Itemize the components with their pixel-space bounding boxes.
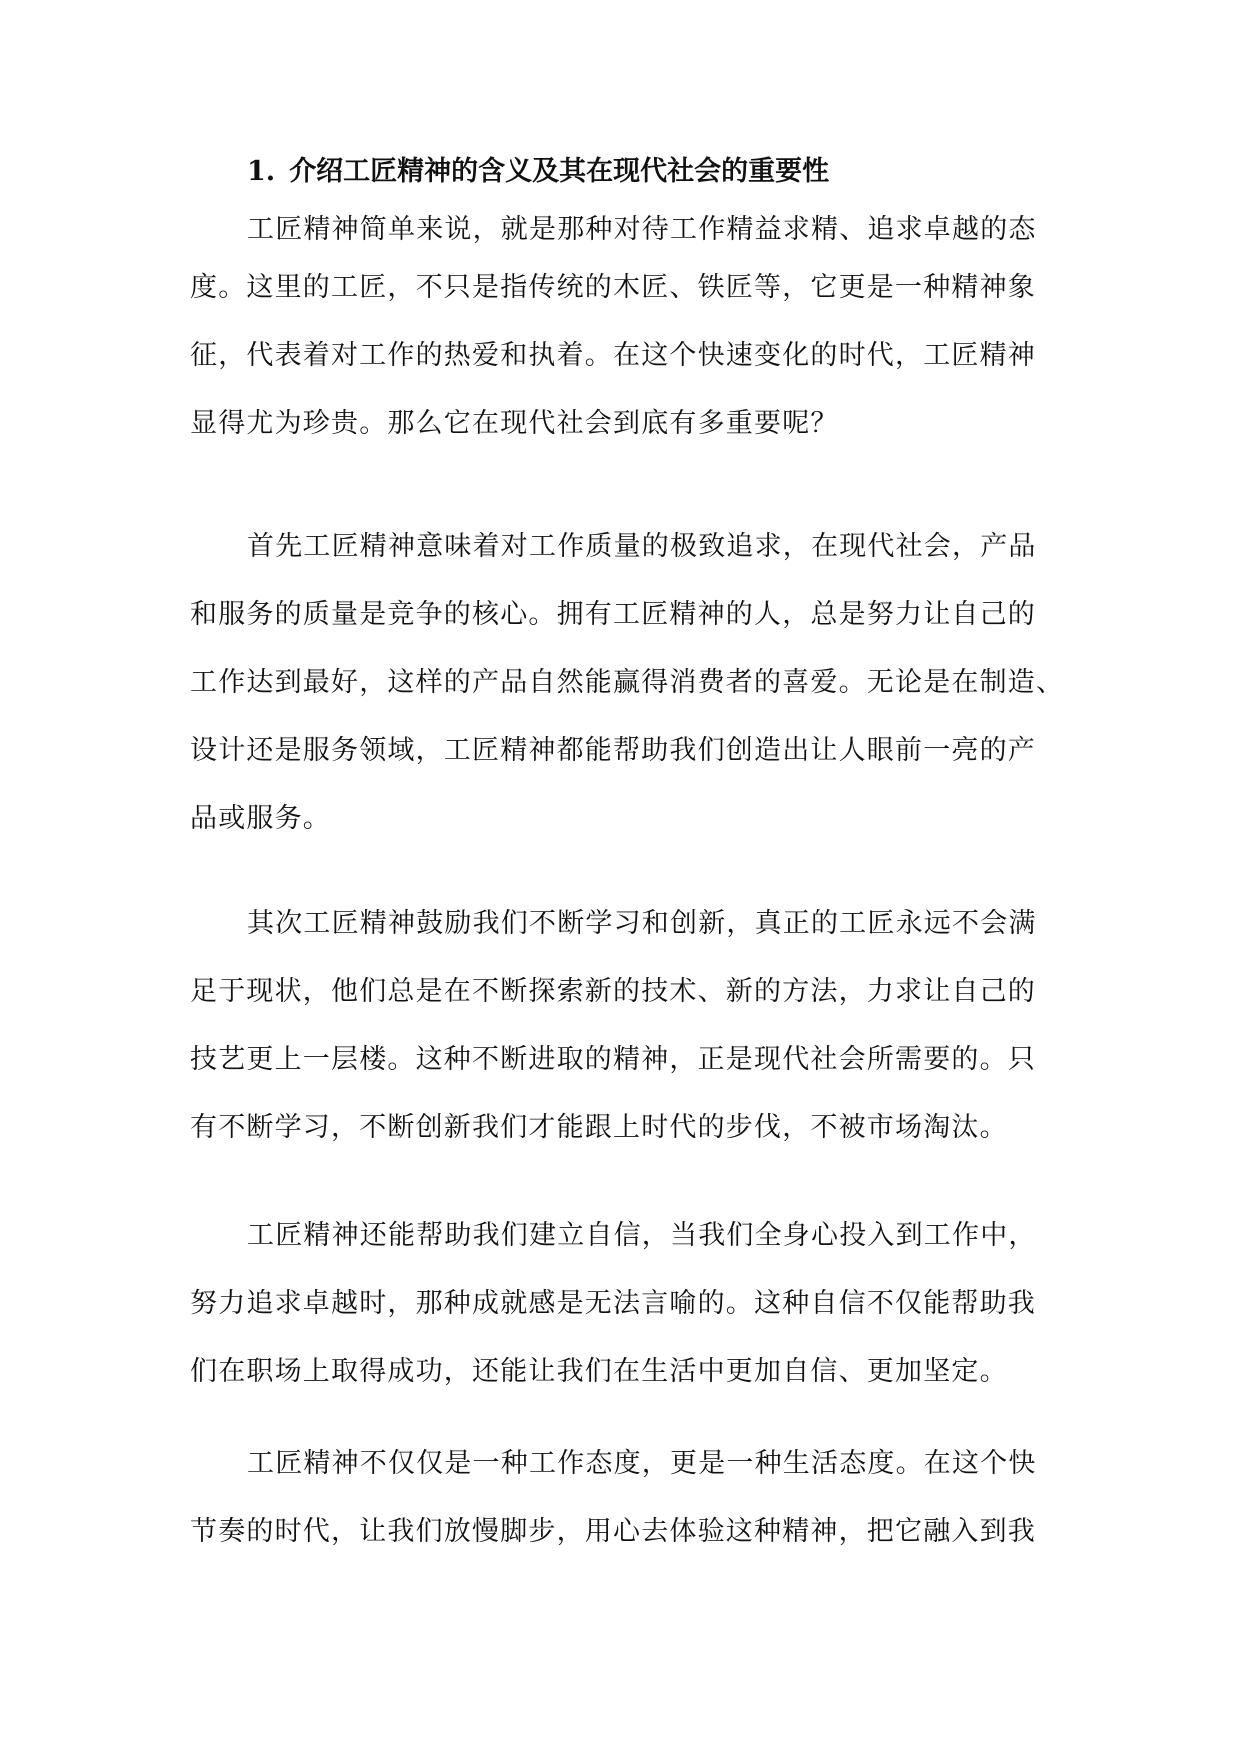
paragraph-2-line-5: 品或服务。 [190, 803, 331, 834]
section-title: 介绍工匠精神的含义及其在现代社会的重要性 [289, 156, 830, 187]
paragraph-2-line-4: 设计还是服务领域，工匠精神都能帮助我们创造出让人眼前一亮的产 [190, 735, 1036, 766]
paragraph-1-line-1: 工匠精神简单来说，就是那种对待工作精益求精、追求卓越的态 [247, 214, 1037, 245]
paragraph-3-line-1: 其次工匠精神鼓励我们不断学习和创新，真正的工匠永远不会满 [247, 908, 1037, 939]
paragraph-3-line-4: 有不断学习，不断创新我们才能跟上时代的步伐，不被市场淘汰。 [190, 1112, 1008, 1143]
paragraph-4-line-2: 努力追求卓越时，那种成就感是无法言喻的。这种自信不仅能帮助我 [190, 1288, 1036, 1319]
paragraph-2-line-3: 工作达到最好，这样的产品自然能赢得消费者的喜爱。无论是在制造、 [190, 667, 1065, 698]
paragraph-3-line-2: 足于现状，他们总是在不断探索新的技术、新的方法，力求让自己的 [190, 976, 1036, 1007]
paragraph-1-line-3: 征，代表着对工作的热爱和执着。在这个快速变化的时代，工匠精神 [190, 340, 1036, 371]
paragraph-2-line-2: 和服务的质量是竞争的核心。拥有工匠精神的人，总是努力让自己的 [190, 599, 1036, 630]
paragraph-1-line-2: 度。这里的工匠，不只是指传统的木匠、铁匠等，它更是一种精神象 [190, 272, 1036, 303]
paragraph-2-line-1: 首先工匠精神意味着对工作质量的极致追求，在现代社会，产品 [247, 531, 1037, 562]
paragraph-4-line-3: 们在职场上取得成功，还能让我们在生活中更加自信、更加坚定。 [190, 1356, 1008, 1387]
paragraph-5-line-2: 节奏的时代，让我们放慢脚步，用心去体验这种精神，把它融入到我 [190, 1516, 1036, 1547]
paragraph-1-line-4: 显得尤为珍贵。那么它在现代社会到底有多重要呢？ [190, 408, 839, 439]
section-number: 1. [247, 156, 276, 187]
paragraph-3-line-3: 技艺更上一层楼。这种不断进取的精神，正是现代社会所需要的。只 [190, 1044, 1036, 1075]
paragraph-4-line-1: 工匠精神还能帮助我们建立自信，当我们全身心投入到工作中， [247, 1220, 1037, 1251]
section-heading [247, 148, 1107, 196]
paragraph-5-line-1: 工匠精神不仅仅是一种工作态度，更是一种生活态度。在这个快 [247, 1448, 1037, 1479]
